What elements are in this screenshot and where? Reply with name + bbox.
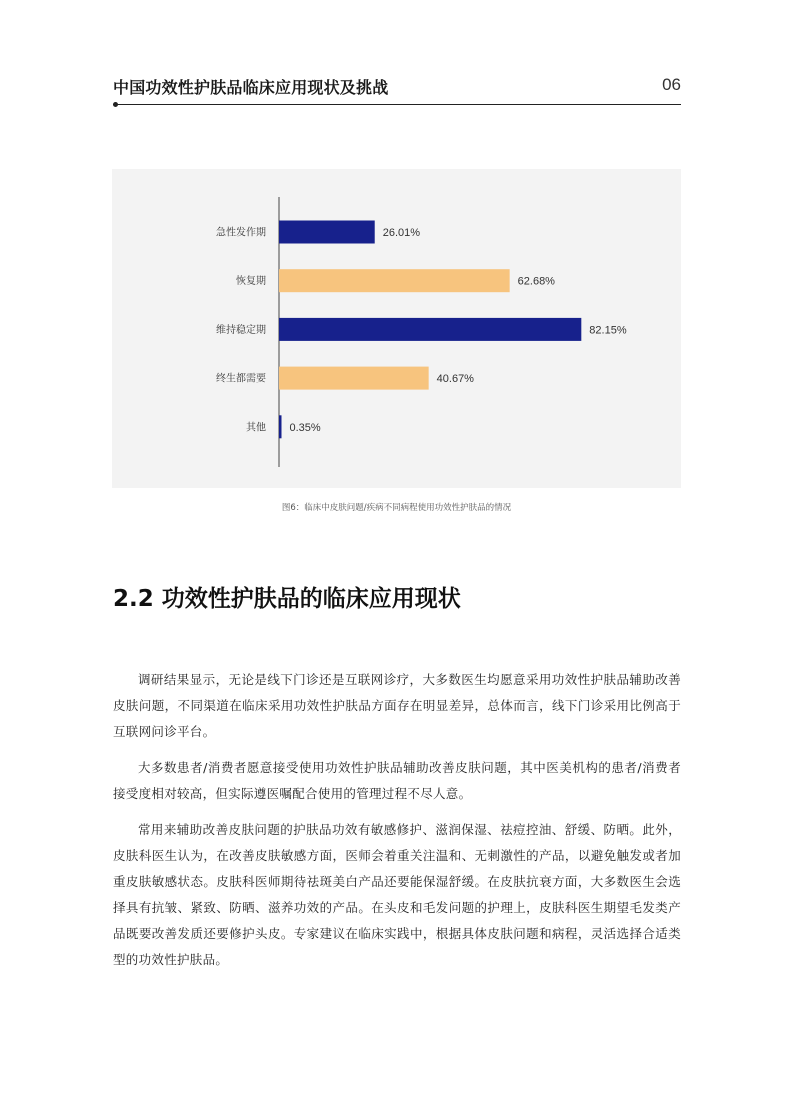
header-divider	[113, 104, 681, 105]
page-number: 06	[662, 75, 681, 94]
body-text	[113, 667, 681, 983]
paragraph-1: 调研结果显示，无论是线下门诊还是互联网诊疗，大多数医生均愿意采用功效性护肤品辅助改善皮肤问题，不同渠道在临床采用功效性护肤品方面存在明显差异，总体而言，线下门诊采用比例高于互联网问诊平台。	[113, 672, 681, 739]
category-label-1: 急性发作期	[216, 227, 266, 239]
section-title: 2.2 功效性护肤品的临床应用现状	[113, 586, 461, 612]
value-label-4: 40.67%	[436, 373, 474, 386]
header-title: 中国功效性护肤品临床应用现状及挑战	[113, 78, 389, 97]
bar-4	[279, 367, 429, 390]
value-label-3: 82.15%	[589, 324, 627, 337]
page-header	[113, 73, 681, 109]
paragraph-3: 常用来辅助改善皮肤问题的护肤品功效有敏感修护、滋润保湿、祛痘控油、舒缓、防晒。此外，皮肤科医生认为，在改善皮肤敏感方面，医师会着重关注温和、无刺激性的产品，以避免触发或者加重皮肤敏感状态。皮肤科医师期待祛斑美白产品还要能保湿舒缓。在皮肤抗衰方面，大多数医生会选择具有抗皱、紧致、防晒、滋养功效的产品。在头皮和毛发问题的护理上，皮肤科医生期望毛发类产品既要改善发质还要修护头皮。专家建议在临床实践中，根据具体皮肤问题和病程，灵活选择合适类型的功效性护肤品。	[113, 822, 681, 967]
header-divider-dot	[113, 102, 118, 107]
bar-2	[279, 269, 510, 292]
bar-chart	[112, 169, 681, 488]
category-label-5: 其他	[246, 422, 266, 434]
figure-caption: 图6：临床中皮肤问题/疾病不同病程使用功效性护肤品的情况	[281, 503, 512, 513]
category-label-2: 恢复期	[236, 276, 266, 288]
paragraph-2: 大多数患者/消费者愿意接受使用功效性护肤品辅助改善皮肤问题，其中医美机构的患者/消费者接受度相对较高，但实际遵医嘱配合使用的管理过程不尽人意。	[113, 760, 681, 801]
category-label-3: 维持稳定期	[216, 324, 266, 336]
value-label-1: 26.01%	[382, 227, 421, 239]
chart-panel	[112, 169, 681, 488]
bar-5	[279, 415, 282, 438]
category-label-4: 终生都需要	[216, 373, 266, 385]
bar-3	[279, 318, 581, 341]
value-label-2: 62.68%	[517, 275, 555, 288]
value-label-5: 0.35%	[289, 421, 321, 434]
bar-1	[279, 221, 375, 244]
